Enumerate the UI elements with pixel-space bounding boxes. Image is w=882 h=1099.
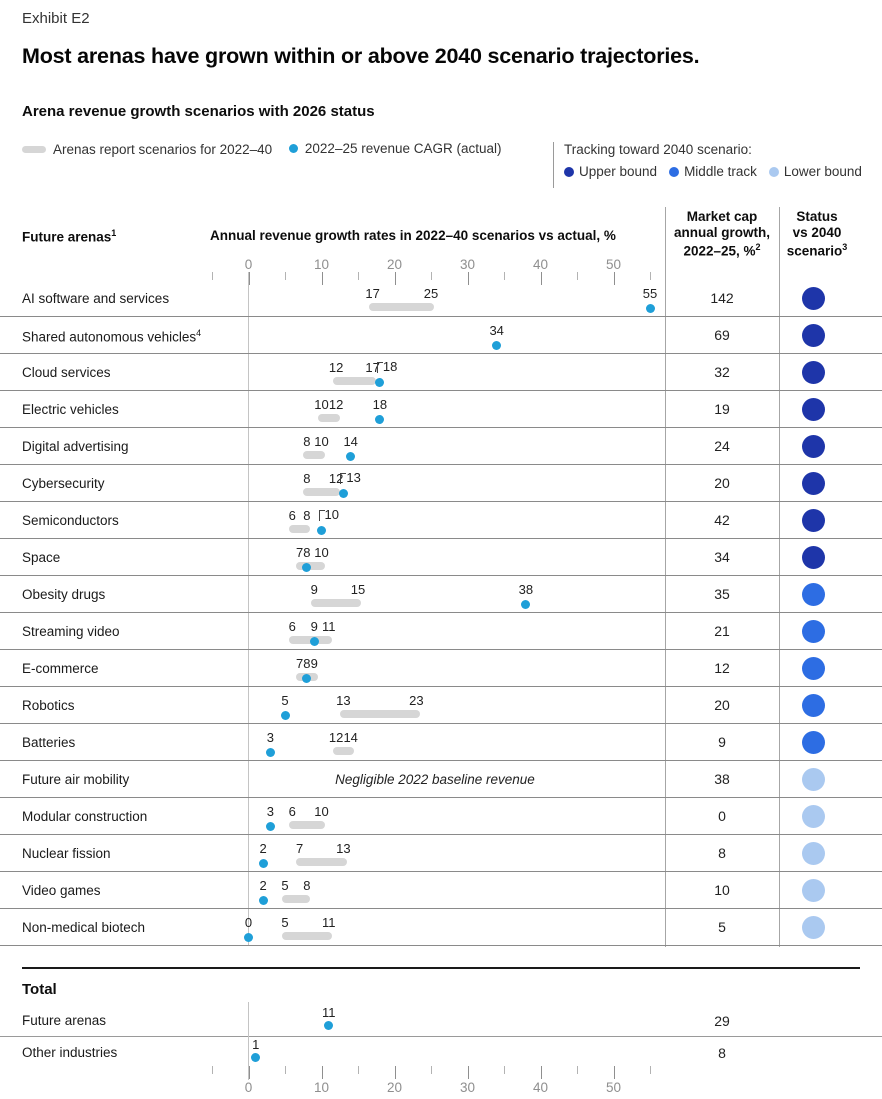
range-value-label: 25 [423, 286, 439, 301]
actual-value-label: 8 [303, 656, 311, 671]
status-indicator-upper [802, 287, 825, 310]
scenario-range-bar [289, 821, 325, 829]
range-value-label: 7 [295, 545, 304, 560]
total-row-label: Other industries [22, 1045, 118, 1060]
arena-row [0, 835, 882, 872]
status-indicator-lower [802, 842, 825, 865]
market-cap-value: 8 [718, 1045, 726, 1061]
scenario-range-bar [289, 525, 311, 533]
column-header-market-cap: Market cap annual growth, 2022–25, %$^2$ [674, 209, 770, 259]
arena-row [0, 687, 882, 724]
axis-tick-label: 40 [532, 257, 549, 272]
arena-label: Space [22, 550, 61, 565]
scenario-range-bar [318, 414, 340, 422]
range-value-label: 12 [328, 471, 344, 486]
market-cap-value: 42 [714, 512, 730, 528]
range-value-label: 6 [288, 804, 296, 819]
scenario-range-bar [333, 377, 377, 385]
total-section-divider [22, 967, 860, 969]
arena-row [0, 354, 882, 391]
arena-row [0, 872, 882, 909]
actual-value-label: 2 [259, 841, 267, 856]
market-cap-value: 35 [714, 586, 730, 602]
footnote-marker: 1 [111, 228, 117, 238]
actual-dot-legend-item [289, 141, 502, 156]
arena-row [0, 576, 882, 613]
status-indicator-upper [802, 435, 825, 458]
actual-value-label: 34 [489, 323, 504, 338]
scenario-range-bar [340, 710, 420, 718]
market-cap-value: 32 [714, 364, 730, 380]
actual-cagr-dot [521, 600, 530, 609]
range-value-label: 12 [328, 397, 344, 412]
total-rows [0, 1005, 882, 1069]
arena-label: Obesity drugs [22, 587, 106, 602]
range-value-label: 13 [336, 841, 351, 856]
arena-label: Cybersecurity [22, 476, 105, 491]
actual-cagr-dot [259, 896, 268, 905]
arena-label: Modular construction [22, 809, 148, 824]
scenario-range-bar [282, 932, 333, 940]
status-indicator-upper [802, 398, 825, 421]
status-indicator-lower [802, 805, 825, 828]
actual-value-label: 5 [281, 693, 289, 708]
status-indicator-middle [802, 731, 825, 754]
total-row-label: Future arenas [22, 1013, 107, 1028]
market-cap-value: 34 [714, 549, 730, 565]
actual-value-label: 2 [259, 878, 267, 893]
axis-tick [358, 272, 359, 280]
actual-value-label: 0 [244, 915, 253, 930]
actual-cagr-dot [266, 748, 275, 757]
axis-tick-label: 30 [459, 1080, 476, 1095]
arena-row [0, 909, 882, 946]
actual-value-label: 38 [518, 582, 534, 597]
range-value-label: 10 [314, 434, 329, 449]
range-value-label: 15 [350, 582, 366, 597]
scenario-range-bar [282, 895, 311, 903]
range-value-label: 8 [303, 471, 311, 486]
axis-tick [504, 272, 505, 280]
row-note: Negligible 2022 baseline revenue [335, 772, 535, 787]
market-cap-value: 9 [718, 734, 726, 750]
axis-tick-label: 20 [386, 1080, 403, 1095]
actual-cagr-dot [375, 378, 384, 387]
tracking-legend-label: Middle track [684, 164, 757, 179]
status-indicator-middle [802, 657, 825, 680]
arena-rows [0, 280, 882, 946]
actual-value-label: 9 [310, 619, 318, 634]
range-value-label: 7 [295, 656, 304, 671]
tracking-legend-label: Lower bound [783, 164, 862, 179]
actual-value-label: 18 [372, 397, 388, 412]
scenario-range-bar [303, 488, 339, 496]
market-cap-value: 8 [718, 845, 726, 861]
actual-cagr-dot [375, 415, 384, 424]
axis-tick-label: 10 [313, 1080, 330, 1095]
scenario-range-bar [369, 303, 434, 311]
range-value-label: 6 [288, 508, 296, 523]
axis-tick-label: 20 [386, 257, 403, 272]
range-value-label: 8 [303, 508, 311, 523]
tracking-legend-item [669, 164, 757, 179]
scenario-bar-legend-item [22, 142, 272, 157]
range-value-label: 10 [314, 397, 329, 412]
axis-tick-label: 0 [244, 257, 253, 272]
market-cap-value: 0 [718, 808, 726, 824]
axis-tick [212, 272, 213, 280]
axis-zero-line [248, 1002, 249, 1080]
axis-tick [431, 272, 432, 280]
actual-cagr-dot [324, 1021, 333, 1030]
actual-cagr-dot [266, 822, 275, 831]
status-indicator-upper [802, 324, 825, 347]
market-cap-value: 69 [714, 327, 730, 343]
actual-cagr-dot [302, 674, 311, 683]
arena-label: Cloud services [22, 365, 111, 380]
actual-cagr-dot [310, 637, 319, 646]
tracking-legend-title: Tracking toward 2040 scenario: [564, 142, 752, 157]
tracking-legend-item [769, 164, 862, 179]
lower-bound-dot-icon [769, 167, 779, 177]
arena-label: Electric vehicles [22, 402, 119, 417]
range-value-label: 6 [288, 619, 296, 634]
range-value-label: 8 [303, 878, 311, 893]
actual-value-label: 1 [252, 1037, 260, 1052]
actual-dot-legend-label: 2022–25 revenue CAGR (actual) [304, 141, 502, 156]
market-cap-value: 38 [714, 771, 730, 787]
legend-divider [553, 142, 554, 188]
market-cap-value: 21 [714, 623, 730, 639]
axis-tick [285, 272, 286, 280]
arena-row [0, 465, 882, 502]
exhibit-label: Exhibit E2 [22, 10, 90, 27]
range-value-label: 9 [310, 582, 318, 597]
tracking-legend-item [564, 164, 657, 179]
actual-cagr-dot [317, 526, 326, 535]
upper-bound-dot-icon [564, 167, 574, 177]
actual-dot-swatch-icon [289, 144, 298, 153]
arena-row [0, 502, 882, 539]
market-cap-value: 5 [718, 919, 726, 935]
tracking-legend-label: Upper bound [579, 164, 658, 179]
scenario-bar-swatch-icon [22, 146, 46, 153]
chart-legend [22, 141, 862, 189]
actual-value-text: 13 [346, 470, 361, 485]
market-cap-value: 20 [714, 697, 730, 713]
tracking-legend [564, 142, 862, 179]
status-indicator-lower [802, 768, 825, 791]
range-value-label: 10 [314, 545, 329, 560]
status-indicator-middle [802, 583, 825, 606]
column-header-growth-rates: Annual revenue growth rates in 2022–40 scenarios vs actual, % [210, 228, 616, 243]
scenario-range-bar [296, 858, 347, 866]
market-cap-value: 29 [714, 1013, 730, 1029]
total-heading: Total [22, 981, 57, 998]
axis-tick [650, 272, 651, 280]
range-value-label: 12 [328, 360, 344, 375]
range-value-label: 11 [322, 619, 336, 634]
actual-value-label: 55 [642, 286, 658, 301]
status-indicator-middle [802, 620, 825, 643]
range-value-label: 10 [314, 804, 329, 819]
range-value-label: 23 [409, 693, 424, 708]
actual-value-text: 18 [382, 359, 398, 374]
arena-row [0, 428, 882, 465]
range-value-label: 17 [365, 360, 380, 375]
arena-row [0, 613, 882, 650]
market-cap-value: 24 [714, 438, 730, 454]
axis-tick-label: 30 [459, 257, 476, 272]
range-value-label: 7 [295, 841, 304, 856]
actual-value-label: 3 [266, 804, 275, 819]
range-value-label: 5 [281, 878, 289, 893]
actual-value-label: 3 [266, 730, 275, 745]
arena-label: Robotics [22, 698, 75, 713]
arena-label: Streaming video [22, 624, 120, 639]
actual-value-text: 10 [324, 507, 339, 522]
status-indicator-lower [802, 916, 825, 939]
arena-row [0, 280, 882, 317]
market-cap-value: 10 [714, 882, 730, 898]
status-indicator-upper [802, 361, 825, 384]
actual-cagr-dot [492, 341, 501, 350]
market-cap-value: 142 [710, 290, 734, 306]
arena-row [0, 724, 882, 761]
actual-cagr-dot [281, 711, 290, 720]
arena-label: Future air mobility [22, 772, 130, 787]
axis-tick-label: 40 [532, 1080, 549, 1095]
actual-cagr-dot [339, 489, 348, 498]
actual-cagr-dot [244, 933, 253, 942]
range-value-label: 17 [365, 286, 380, 301]
status-indicator-upper [802, 546, 825, 569]
arena-row [0, 391, 882, 428]
range-value-label: 11 [322, 915, 336, 930]
axis-tick [577, 272, 578, 280]
actual-value-label: 14 [343, 434, 358, 449]
arena-row [0, 317, 882, 354]
axis-tick-label: 0 [244, 1080, 253, 1095]
range-value-label: 8 [303, 434, 311, 449]
page-title: Most arenas have grown within or above 2040 scenario trajectories. [22, 44, 700, 68]
scenario-bar-legend-label: Arenas report scenarios for 2022–40 [53, 142, 273, 157]
range-value-label: 9 [310, 656, 318, 671]
actual-value-label [340, 470, 360, 485]
arena-label: Batteries [22, 735, 76, 750]
axis-tick-label: 50 [605, 1080, 622, 1095]
arena-label: Video games [22, 883, 101, 898]
actual-cagr-dot [259, 859, 268, 868]
range-value-label: 14 [343, 730, 358, 745]
axis-tick-label: 50 [605, 257, 622, 272]
actual-cagr-dot [251, 1053, 260, 1062]
scenario-range-bar [303, 451, 325, 459]
axis-tick-label: 10 [313, 257, 330, 272]
range-value-label: 12 [328, 730, 344, 745]
status-indicator-upper [802, 472, 825, 495]
actual-value-label [377, 359, 397, 374]
range-value-label: 13 [336, 693, 351, 708]
arena-label: Nuclear fission [22, 846, 111, 861]
chart-subtitle: Arena revenue growth scenarios with 2026 status [22, 103, 375, 120]
arena-label: AI software and services [22, 291, 170, 306]
arena-label: Semiconductors [22, 513, 119, 528]
actual-value-label: 8 [303, 545, 311, 560]
footnote-marker: 2 [755, 242, 761, 252]
middle-bound-dot-icon [669, 167, 679, 177]
tracking-legend-items [564, 164, 862, 179]
actual-value-label [319, 507, 339, 522]
column-header-future-arenas: Future arenas$^1$ [22, 228, 117, 245]
range-value-label: 5 [281, 915, 289, 930]
footnote-marker: 3 [842, 242, 848, 252]
arena-row [0, 650, 882, 687]
arena-label: Shared autonomous vehicles$^4$ [22, 328, 202, 345]
arena-label: Digital advertising [22, 439, 129, 454]
arena-label: Non-medical biotech [22, 920, 146, 935]
arena-row [0, 539, 882, 576]
scenario-range-bar [333, 747, 355, 755]
status-indicator-lower [802, 879, 825, 902]
actual-cagr-dot [302, 563, 311, 572]
scenario-range-bar [311, 599, 362, 607]
arena-row [0, 798, 882, 835]
market-cap-value: 12 [714, 660, 730, 676]
total-row [0, 1037, 882, 1069]
column-header-status: Status vs 2040 scenario$^3$ [786, 209, 848, 259]
actual-cagr-dot [646, 304, 655, 313]
arena-label: E-commerce [22, 661, 99, 676]
arena-row [0, 761, 882, 798]
status-indicator-upper [802, 509, 825, 532]
actual-value-label: 11 [322, 1005, 336, 1020]
total-row [0, 1005, 882, 1037]
status-indicator-middle [802, 694, 825, 717]
market-cap-value: 20 [714, 475, 730, 491]
actual-cagr-dot [346, 452, 355, 461]
market-cap-value: 19 [714, 401, 730, 417]
